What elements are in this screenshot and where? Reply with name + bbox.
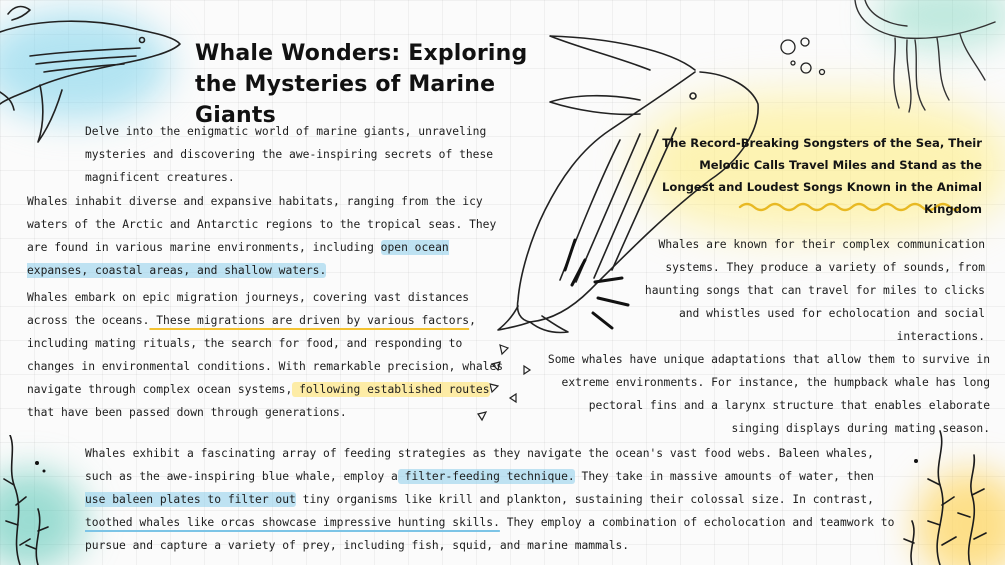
seaweed-right-icon	[900, 425, 1005, 565]
intro-paragraph: Delve into the enigmatic world of marine giants, unraveling mysteries and discovering the awe-inspiring secrets of these magnificent creatures.	[85, 125, 494, 184]
feeding-text-3: tiny organisms like krill and plankton, sustaining their colossal size. In contrast,	[295, 493, 874, 506]
feeding-text-4: They employ a combination of echolocation and teamwork to pursue and capture a variety of prey, including fish, squid, and marine mammals.	[85, 516, 895, 552]
migration-highlight: following established routes	[292, 383, 490, 396]
jellyfish-icon	[845, 0, 1005, 115]
songs-heading: The Record-Breaking Songsters of the Sea, Their Melodic Calls Travel Miles and Stand as the Longest and Loudest Songs Known in the Animal Kingdom	[662, 136, 982, 216]
habitat-text: Whales inhabit diverse and expansive habitats, ranging from the icy waters of the Arctic and Antarctic regions to the tropical seas. They are found in various marine environments, including	[27, 195, 497, 254]
feeding-paragraph	[85, 442, 897, 557]
feeding-text-2: They take in massive amounts of water, then	[574, 470, 874, 483]
migration-text-1: Whales embark on epic migration journeys, covering vast distances across the oceans.	[27, 291, 470, 327]
feeding-highlight-2: use baleen plates to filter out	[85, 493, 296, 506]
migration-text-2: , including mating rituals, the search for food, and responding to changes in environmental conditions. With remarkable precision, whales navigate through complex ocean systems,	[27, 314, 504, 396]
feeding-highlight-1: filter-feeding technique.	[397, 470, 575, 483]
migration-text-3: that have been passed down through generations.	[27, 406, 347, 419]
feeding-underline: toothed whales like orcas showcase impressive hunting skills.	[85, 516, 500, 529]
habitat-paragraph	[27, 190, 507, 282]
habitat-highlight: open ocean expanses, coastal areas, and shallow waters.	[27, 241, 449, 277]
seaweed-left-icon	[0, 435, 80, 565]
migration-underline: These migrations are driven by various factors	[149, 314, 470, 327]
page-title: Whale Wonders: Exploring the Mysteries of Marine Giants	[195, 41, 528, 128]
communication-paragraph: Whales are known for their complex communication systems. They produce a variety of sounds, from haunting songs that can travel for miles to clicks and whistles used for echolocation and social interactions.	[644, 238, 985, 343]
feeding-text-1: Whales exhibit a fascinating array of feeding strategies as they navigate the ocean's vast food webs. Baleen whales, such as the awe-inspiring blue whale, employ a	[85, 447, 874, 483]
bubbles-icon	[775, 35, 835, 80]
migration-paragraph	[27, 286, 512, 424]
adaptations-paragraph: Some whales have unique adaptations that allow them to survive in extreme environments. For instance, the humpback whale has long pectoral fins and a larynx structure that enables elaborate singing displays during mating season.	[547, 353, 990, 435]
